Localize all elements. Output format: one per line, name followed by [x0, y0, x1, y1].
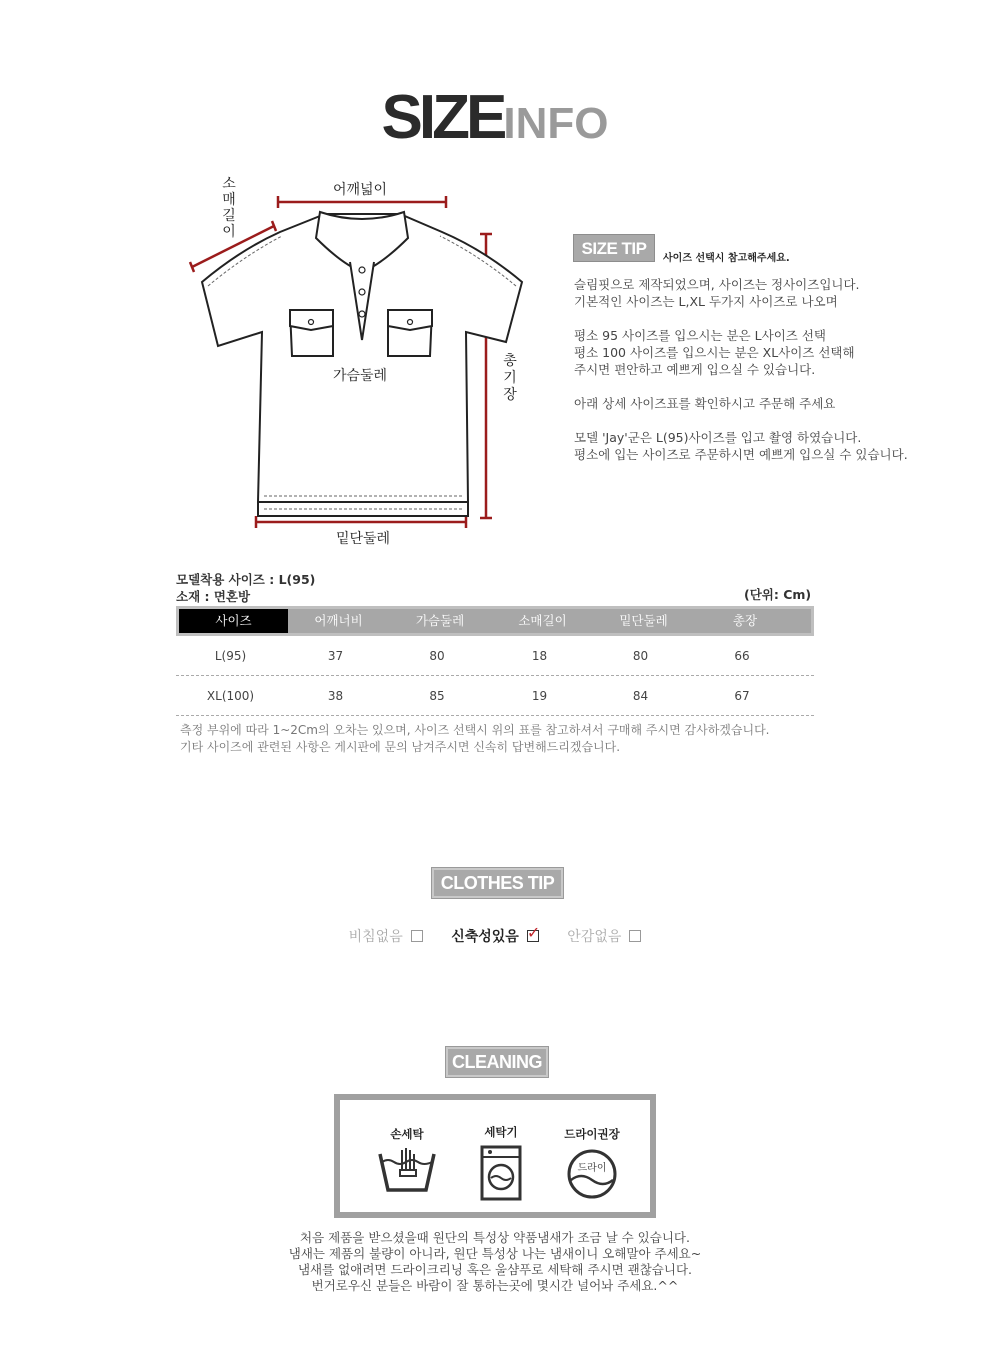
- option-no-lining: [567, 926, 641, 946]
- dry-clean-icon-text: 드라이: [577, 1163, 607, 1174]
- unit-label: (단위: Cm): [744, 587, 812, 602]
- table-cell: 19: [531, 688, 548, 703]
- header-cell: 총장: [732, 613, 758, 628]
- shoulder-label: 어깨넓이: [332, 182, 388, 198]
- odor-note-line: 처음 제품을 받으셨을때 원단의 특성상 약품냄새가 조금 날 수 있습니다.: [300, 1230, 690, 1245]
- header-cell: 사이즈: [179, 609, 288, 633]
- chest-label: 가슴둘레: [332, 368, 388, 384]
- table-cell: 66: [734, 648, 750, 663]
- size-tip-line: [574, 412, 974, 429]
- header-cell: 어깨너비: [314, 613, 363, 628]
- size-tip-subtitle: 사이즈 선택시 참고해주세요.: [663, 253, 790, 264]
- model-size: 모델착용 사이즈 : L(95): [176, 572, 316, 587]
- care-machine-wash: [456, 1124, 546, 1202]
- size-tip-line: 평소 95 사이즈를 입으시는 분은 L사이즈 선택: [574, 328, 826, 343]
- option-stretchy: [451, 923, 541, 946]
- shirt-measurement-diagram: [170, 170, 540, 560]
- odor-note-line: 번거로우신 분들은 바람이 잘 통하는곳에 몇시간 널어놔 주세요.^^: [311, 1278, 679, 1293]
- note-line: 측정 부위에 따라 1~2Cm의 오차는 있으며, 사이즈 선택시 위의 표를 참고하셔서 구매해 주시면 감사하겠습니다.: [180, 723, 770, 737]
- sleeve-label-3: 길: [222, 208, 236, 224]
- cleaning-box: [334, 1094, 656, 1218]
- material: 소재 : 면혼방: [176, 589, 251, 604]
- care-label: 드라이권장: [564, 1127, 620, 1141]
- table-cell: 37: [327, 648, 344, 663]
- table-cell: 85: [429, 688, 445, 703]
- table-cell: 80: [429, 648, 445, 663]
- model-info: [176, 571, 315, 605]
- page-title: [0, 82, 990, 153]
- sleeve-label-4: 이: [222, 224, 236, 240]
- size-tip-line: 아래 상세 사이즈표를 확인하시고 주문해 주세요: [574, 396, 836, 411]
- odor-notes: [0, 1230, 990, 1294]
- table-row: [176, 676, 814, 716]
- odor-note-line: 냄새는 제품의 불량이 아니라, 원단 특성상 나는 냄새이니 오해말아 주세요~: [288, 1246, 702, 1261]
- shirt-outline: [202, 212, 522, 516]
- table-cell: 18: [531, 648, 548, 663]
- care-dry-clean: [547, 1126, 637, 1202]
- option-label: 안감없음: [567, 929, 622, 945]
- table-cell: L(95): [214, 648, 247, 663]
- length-label-2: 기: [503, 370, 517, 386]
- size-tip-line: [574, 378, 974, 395]
- header-cell: 밑단둘레: [619, 613, 668, 628]
- size-tip-badge: SIZE TIP: [573, 234, 655, 262]
- note-line: 기타 사이즈에 관련된 사항은 게시판에 문의 남겨주시면 신속히 답변해드리겠습니다.: [180, 740, 621, 754]
- table-cell: XL(100): [206, 688, 255, 703]
- clothes-tip-badge: CLOTHES TIP: [432, 868, 563, 898]
- cleaning-badge: CLEANING: [446, 1047, 548, 1077]
- odor-note-line: 냄새를 없애려면 드라이크리닝 혹은 울샴푸로 세탁해 주시면 괜찮습니다.: [297, 1262, 693, 1277]
- hand-wash-icon: [376, 1146, 438, 1196]
- size-tip-line: 모델 'Jay'군은 L(95)사이즈를 입고 촬영 하였습니다.: [574, 430, 862, 445]
- size-tip-line: 주시면 편안하고 예쁘게 입으실 수 있습니다.: [574, 362, 816, 377]
- care-hand-wash: [362, 1126, 452, 1196]
- check-mark-icon: ✓: [526, 923, 541, 942]
- table-cell: 84: [632, 688, 649, 703]
- option-no-see-through: [349, 926, 423, 946]
- care-label: 손세탁: [390, 1127, 424, 1141]
- table-row: [176, 636, 814, 676]
- header-cell: 가슴둘레: [415, 613, 465, 628]
- table-cell: 80: [632, 648, 649, 663]
- clothes-tip-options: [0, 923, 990, 946]
- size-tip-line: [574, 310, 974, 327]
- length-label-3: 장: [503, 387, 517, 403]
- size-tip-line: 슬림핏으로 제작되었으며, 사이즈는 정사이즈입니다.: [574, 277, 860, 292]
- sleeve-label-1: 소: [222, 176, 236, 192]
- washing-machine-icon: [479, 1144, 523, 1202]
- sleeve-label-2: 매: [222, 192, 236, 208]
- checkbox-unchecked: [411, 930, 423, 942]
- length-label-1: 총: [503, 353, 517, 369]
- title-size: SIZE: [381, 83, 504, 152]
- checkbox-checked: [526, 923, 541, 942]
- option-label: 신축성있음: [451, 929, 519, 945]
- table-header: [176, 606, 814, 636]
- size-tip-line: 평소 100 사이즈를 입으시는 분은 XL사이즈 선택해: [574, 345, 855, 360]
- checkbox-unchecked: [629, 930, 641, 942]
- size-table: [176, 606, 814, 716]
- hem-label: 밑단둘레: [335, 531, 391, 547]
- title-info: INFO: [503, 99, 609, 148]
- care-label: 세탁기: [484, 1125, 518, 1139]
- size-tip-line: 평소에 입는 사이즈로 주문하시면 예쁘게 입으실 수 있습니다.: [574, 447, 908, 462]
- table-cell: 67: [734, 688, 750, 703]
- table-cell: 38: [327, 688, 344, 703]
- option-label: 비침없음: [348, 929, 403, 945]
- measurement-notes: [180, 722, 769, 756]
- size-tip-text: [574, 276, 974, 463]
- dry-clean-icon: [564, 1146, 620, 1202]
- size-tip-line: 기본적인 사이즈는 L,XL 두가지 사이즈로 나오며: [574, 294, 838, 309]
- header-cell: 소매길이: [518, 613, 567, 628]
